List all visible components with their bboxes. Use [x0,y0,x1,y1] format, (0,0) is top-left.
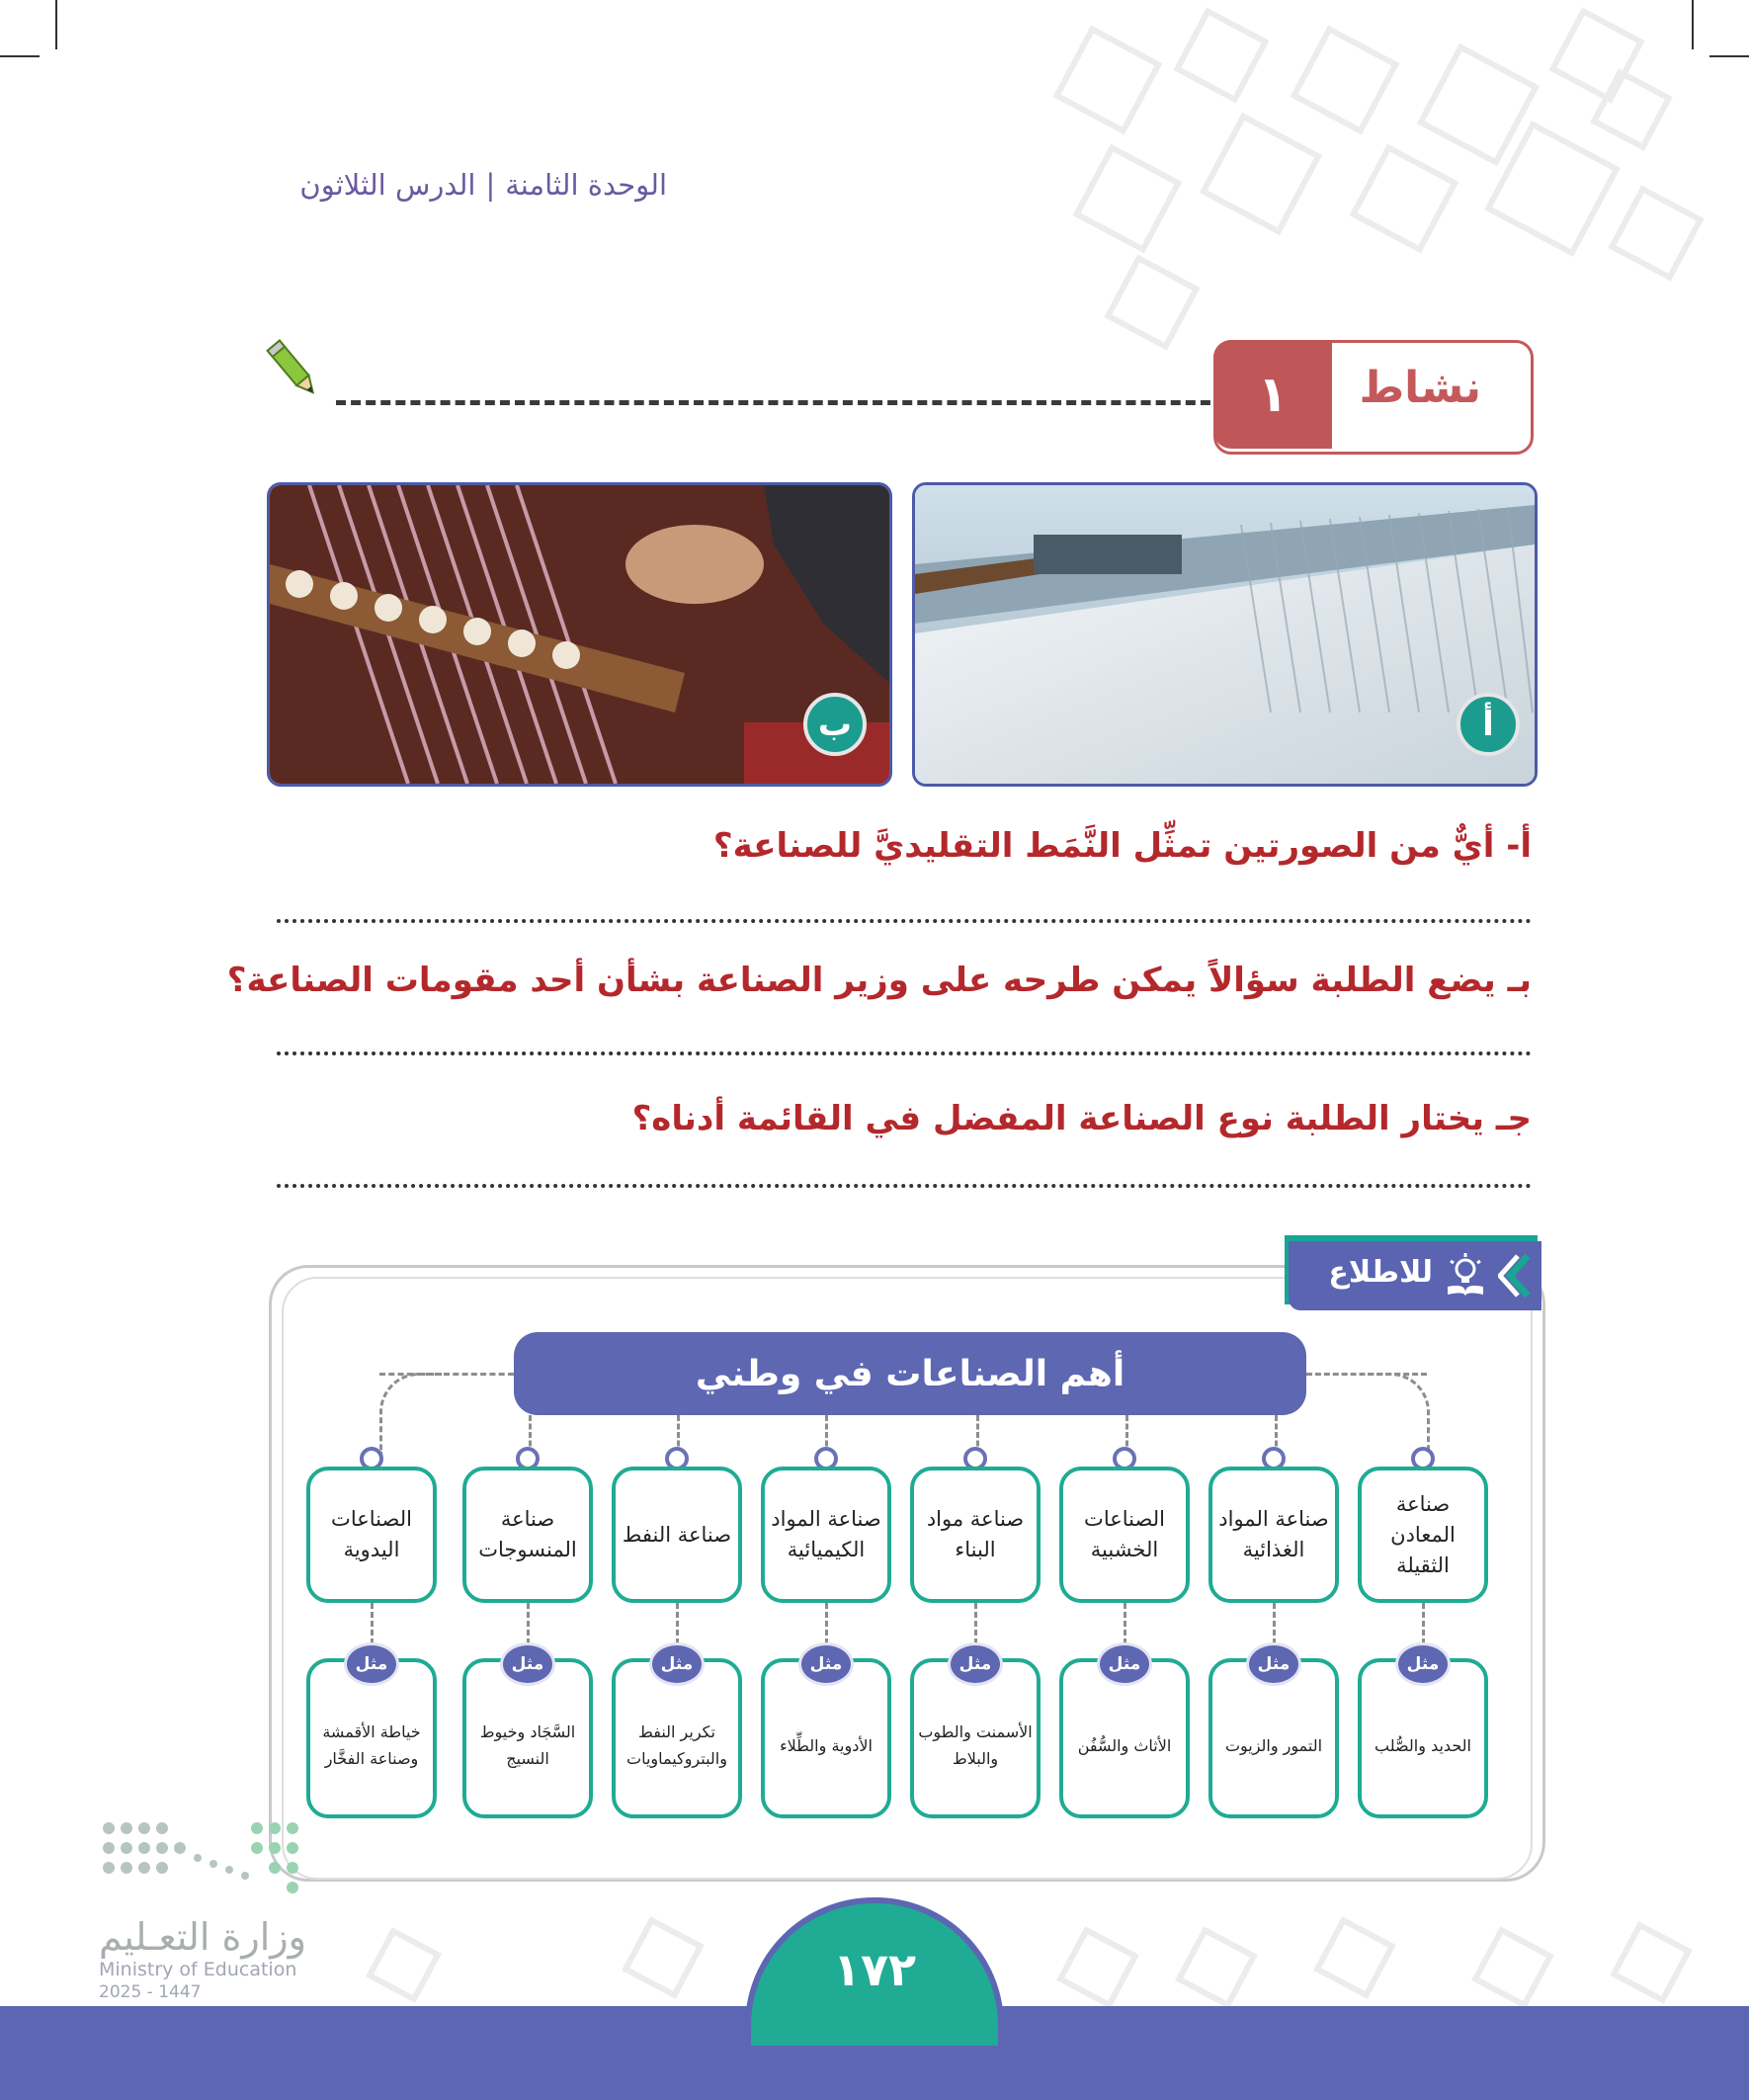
example-badge: مثل [649,1642,705,1686]
connector-line [1124,1603,1126,1644]
industry-name: صناعة مواد البناء [926,1507,1025,1561]
industry-example: الأدوية والطِّلاء [780,1735,873,1755]
industries-title: أهم الصناعات في وطني [514,1332,1306,1415]
industry-example: السَّجَاد وخيوط النسيج [479,1722,576,1768]
info-tab [1289,1241,1541,1310]
crop-mark [1709,55,1749,57]
industry-name: الصناعات الخشبية [1084,1507,1165,1561]
info-label: للاطلاع [1328,1255,1433,1290]
page-number: ١٧٢ [745,1897,1004,2046]
industry-name: صناعة النفط [622,1522,732,1547]
ministry-year: 2025 - 1447 [99,1982,202,2002]
example-badge: مثل [344,1642,399,1686]
industry-example: الحديد والصُّلب [1374,1735,1471,1755]
activity-dashed-line [336,400,1225,405]
chevron-icon [1498,1251,1538,1304]
example-badge: مثل [948,1642,1003,1686]
question-a: أ- أيٌّ من الصورتين تمثِّل النَّمَط التقليديَّ للصناعة؟ [712,826,1532,866]
example-badge: مثل [500,1642,555,1686]
ministry-name-ar: وزارة التعـليم [99,1915,307,1959]
decor-square [1104,254,1200,350]
industry-box [761,1467,891,1603]
industry-box [306,1467,437,1603]
connector-line [1306,1373,1427,1376]
connector-line [527,1603,530,1644]
image-badge-a: أ [1457,693,1520,756]
industry-example: خياطة الأقمشة وصناعة الفخَّار [322,1722,421,1768]
question-c: جـ يختار الطلبة نوع الصناعة المفضل في القائمة أدناه؟ [631,1099,1532,1138]
activity-number: ١ [1213,340,1332,449]
unit-title: الوحدة الثامنة [505,168,667,202]
decor-square [1608,185,1704,281]
ministry-name-en: Ministry of Education [99,1959,297,1980]
industry-box [1358,1467,1488,1603]
decor-square [1610,1921,1693,2004]
industry-example: الأثاث والسُّفُن [1077,1735,1172,1755]
industry-example: التمور والزيوت [1224,1735,1323,1755]
answer-line[interactable] [277,919,1532,923]
industry-box [1208,1467,1339,1603]
decor-square [1200,113,1322,235]
header-separator: | [485,168,496,202]
activity-heading [1213,340,1534,455]
connector-line [825,1603,828,1644]
decor-square [1073,144,1183,254]
decor-square [1173,7,1269,103]
industry-box [1059,1467,1190,1603]
decor-square [366,1927,442,2003]
connector-line [379,1373,514,1376]
decor-square [1313,1916,1396,1999]
example-badge: مثل [1246,1642,1301,1686]
industry-box [910,1467,1041,1603]
industry-name: صناعة المواد الغذائية [1218,1507,1329,1561]
lightbulb-book-icon [1445,1253,1486,1301]
decor-square [622,1916,705,1999]
pencil-icon [265,336,324,409]
example-badge: مثل [1097,1642,1152,1686]
connector-line [974,1603,977,1644]
decor-square [1056,1926,1139,2009]
industry-example: تكرير النفط والبتروكيماويات [626,1722,727,1768]
decor-square [1471,1926,1554,2009]
image-badge-b: ب [803,693,867,756]
answer-line[interactable] [277,1051,1532,1055]
connector-line [371,1603,374,1644]
connector-line [1422,1603,1425,1644]
connector-line [1273,1603,1276,1644]
lesson-header [299,168,667,202]
industry-box [612,1467,742,1603]
industry-name: الصناعات اليدوية [331,1507,412,1561]
connector-line [676,1603,679,1644]
decor-square [1291,26,1400,135]
industry-name: صناعة المنسوجات [478,1507,577,1561]
hand-loom-photo [267,482,892,787]
question-b: بـ يضع الطلبة سؤالاً يمكن طرحه على وزير الصناعة بشأن أحد مقومات الصناعة؟ [226,961,1532,1000]
decor-square [1053,26,1163,135]
crop-mark [0,55,40,57]
activity-label: نشاط [1359,363,1481,413]
example-badge: مثل [1395,1642,1451,1686]
industry-name: صناعة المواد الكيميائية [771,1507,881,1561]
crop-mark [1692,0,1694,49]
connector-line [379,1373,442,1455]
moe-dots-logo [99,1818,316,1911]
machine-loom-photo [912,482,1538,787]
industry-example: الأسمنت والطوب والبلاط [918,1722,1033,1768]
industry-name: صناعة المعادن الثقيلة [1390,1491,1456,1577]
example-badge: مثل [798,1642,854,1686]
answer-line[interactable] [277,1184,1532,1188]
crop-mark [55,0,57,49]
decor-square [1350,144,1459,254]
industry-box [462,1467,593,1603]
lesson-title: الدرس الثلاثون [299,168,476,202]
decor-square [1175,1926,1258,2009]
